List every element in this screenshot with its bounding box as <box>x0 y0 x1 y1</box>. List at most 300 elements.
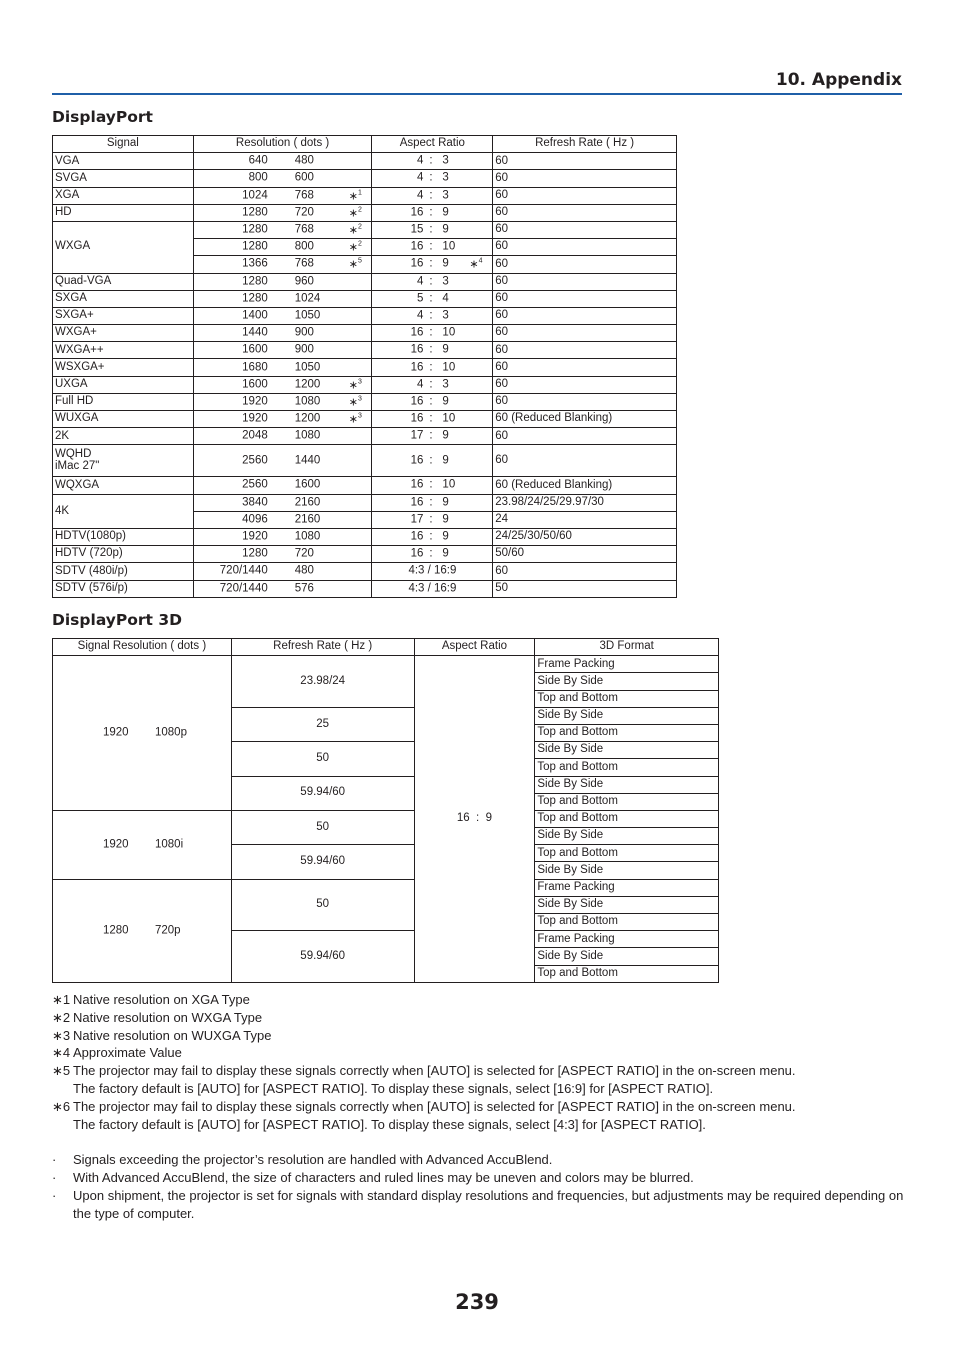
aspect-w: 4 <box>417 377 424 390</box>
col-header-aspect-ratio: Aspect Ratio <box>414 639 535 656</box>
format-cell: Top and Bottom <box>535 914 719 931</box>
resolution-h: 720/1440 <box>219 581 268 594</box>
refresh-cell: 60 <box>493 290 677 307</box>
resolution-h: 1600 <box>242 343 268 356</box>
resolution-h: 1024 <box>242 188 268 201</box>
aspect-w: 16 <box>410 412 424 425</box>
resolution-h: 2560 <box>242 478 268 491</box>
aspect-colon: : <box>429 292 433 305</box>
aspect-colon: : <box>429 240 433 253</box>
aspect-w: 16 <box>410 454 424 467</box>
aspect-w: 16 <box>410 343 424 356</box>
section-heading-displayport: DisplayPort <box>52 108 153 126</box>
aspect-colon: : <box>429 454 433 467</box>
aspect-colon: : <box>429 257 433 270</box>
aspect-colon: : <box>429 274 433 287</box>
aspect-cell <box>372 546 493 563</box>
signal-cell: WXGA++ <box>53 342 194 359</box>
aspect-cell <box>372 428 493 445</box>
bullet-item <box>52 1169 912 1187</box>
resolution-cell <box>193 221 372 238</box>
resolution-cell <box>193 376 372 393</box>
refresh-rate-cell: 50 <box>231 742 414 776</box>
aspect-w: 16 <box>410 326 424 339</box>
signal-line: WQHD <box>55 448 92 461</box>
refresh-rate-cell: 59.94/60 <box>231 776 414 810</box>
refresh-rate-cell: 50 <box>231 879 414 931</box>
bullet-text: Upon shipment, the projector is set for signals with standard display resolutions and frequencies, but adjustments may be required depending on the type of computer. <box>73 1187 904 1221</box>
resolution-cell <box>193 187 372 204</box>
format-cell: Frame Packing <box>535 656 719 673</box>
footnote-text <box>73 1062 912 1098</box>
aspect-h: 10 <box>442 360 456 373</box>
table-row <box>53 359 677 376</box>
aspect-h: 9 <box>442 429 449 442</box>
aspect-h: 3 <box>442 309 449 322</box>
displayport-3d-table <box>52 638 719 983</box>
footnote-mark: ∗3 <box>52 1027 71 1043</box>
resolution-v: 1080 <box>294 530 321 543</box>
resolution-cell <box>193 256 372 273</box>
note-ref: ∗$^1$ <box>348 189 362 202</box>
aspect-colon: : <box>429 495 433 508</box>
bullet-text: Signals exceeding the projector’s resolution are handled with Advanced AccuBlend. <box>73 1152 553 1168</box>
aspect-h: 9 <box>485 812 493 825</box>
aspect-colon: : <box>429 530 433 543</box>
resolution-cell <box>193 494 372 511</box>
refresh-cell: 60 <box>493 393 677 410</box>
footnote-text: Native resolution on WXGA Type <box>73 1009 263 1025</box>
refresh-cell: 60 <box>493 170 677 187</box>
signal-cell: VGA <box>53 153 194 170</box>
refresh-cell: 60 <box>493 428 677 445</box>
aspect-colon: : <box>429 377 433 390</box>
resolution-v: 720 <box>294 206 314 219</box>
resolution-cell <box>193 393 372 410</box>
signal-cell: SXGA+ <box>53 307 194 324</box>
aspect-h: 3 <box>442 274 449 287</box>
bullet-mark: · <box>52 1187 57 1203</box>
note-ref: ∗$^2$ <box>348 240 362 254</box>
resolution-cell <box>193 411 372 428</box>
format-cell: Top and Bottom <box>535 793 719 810</box>
resolution-h: 1920 <box>103 726 129 739</box>
aspect-colon: : <box>429 326 433 339</box>
aspect-cell <box>372 153 493 170</box>
table-row <box>53 393 677 410</box>
table-row <box>53 290 677 307</box>
aspect-cell <box>372 325 493 342</box>
aspect-w: 16 <box>410 206 424 219</box>
signal-cell: HD <box>53 204 194 221</box>
resolution-cell <box>193 477 372 494</box>
col-header-signal-resolution: Signal Resolution ( dots ) <box>53 639 232 656</box>
aspect-h: 9 <box>442 547 449 560</box>
refresh-cell: 60 <box>493 239 677 256</box>
signal-cell: Full HD <box>53 393 194 410</box>
section-heading-displayport-3d: DisplayPort 3D <box>52 611 183 629</box>
format-cell: Top and Bottom <box>535 845 719 862</box>
resolution-v: 900 <box>294 343 314 356</box>
format-cell: Side By Side <box>535 862 719 879</box>
aspect-w: 4 <box>417 188 424 201</box>
resolution-h: 1280 <box>242 206 268 219</box>
resolution-h: 1280 <box>103 923 129 936</box>
table-row <box>53 153 677 170</box>
resolution-cell <box>193 359 372 376</box>
col-header-resolution: Resolution ( dots ) <box>193 136 372 153</box>
aspect-h: 9 <box>442 343 449 356</box>
format-cell: Top and Bottom <box>535 759 719 776</box>
note-ref: ∗$^3$ <box>348 412 362 426</box>
displayport-signal-table <box>52 135 677 598</box>
aspect-h: 10 <box>442 326 456 339</box>
resolution-h: 1280 <box>242 274 268 287</box>
format-cell: Frame Packing <box>535 879 719 896</box>
resolution-h: 3840 <box>242 495 268 508</box>
refresh-cell: 60 <box>493 153 677 170</box>
resolution-v: 768 <box>294 257 314 270</box>
signal-cell: 4K <box>53 494 194 528</box>
table-header-row <box>53 639 719 656</box>
table-row <box>53 656 719 673</box>
table-row <box>53 445 677 477</box>
resolution-h: 800 <box>248 171 268 184</box>
format-cell: Side By Side <box>535 673 719 690</box>
aspect-h: 9 <box>442 223 449 236</box>
refresh-cell: 60 <box>493 204 677 221</box>
refresh-cell: 24/25/30/50/60 <box>493 528 677 545</box>
resolution-v: 480 <box>294 154 314 167</box>
resolution-h: 1280 <box>242 292 268 305</box>
resolution-v: 1024 <box>294 292 321 305</box>
aspect-cell <box>372 511 493 528</box>
note-ref: ∗$^4$ <box>469 258 483 271</box>
note-ref: ∗$^2$ <box>348 223 362 237</box>
aspect-cell <box>372 563 493 580</box>
resolution-cell <box>193 153 372 170</box>
resolution-h: 640 <box>248 154 268 167</box>
refresh-cell: 60 <box>493 445 677 477</box>
signal-cell: WQXGA <box>53 477 194 494</box>
aspect-cell <box>372 342 493 359</box>
resolution-v: 800 <box>294 240 314 253</box>
format-cell: Side By Side <box>535 828 719 845</box>
resolution-cell <box>193 546 372 563</box>
resolution-h: 1400 <box>242 309 268 322</box>
aspect-cell <box>372 170 493 187</box>
aspect-w: 17 <box>410 513 424 526</box>
table-row <box>53 187 677 204</box>
note-ref: ∗$^2$ <box>348 206 362 220</box>
footnote-text: Approximate Value <box>73 1045 182 1061</box>
table-row <box>53 325 677 342</box>
table-row <box>53 411 677 428</box>
table-row <box>53 342 677 359</box>
aspect-cell <box>372 239 493 256</box>
aspect-colon: : <box>429 429 433 442</box>
refresh-cell: 23.98/24/25/29.97/30 <box>493 494 677 511</box>
signal-cell: Quad-VGA <box>53 273 194 290</box>
aspect-w: 16 <box>410 257 424 270</box>
signal-cell: WXGA+ <box>53 325 194 342</box>
format-cell: Top and Bottom <box>535 690 719 707</box>
refresh-rate-cell: 50 <box>231 810 414 844</box>
aspect-h: 9 <box>442 206 449 219</box>
format-cell: Side By Side <box>535 948 719 965</box>
resolution-cell <box>193 445 372 477</box>
resolution-v: 768 <box>294 223 314 236</box>
aspect-cell <box>372 273 493 290</box>
resolution-v: 1200 <box>294 412 321 425</box>
refresh-cell: 60 <box>493 256 677 273</box>
signal-cell: SXGA <box>53 290 194 307</box>
footnote <box>52 1044 912 1062</box>
page-number: 239 <box>455 1290 499 1314</box>
resolution-v: 720 <box>294 547 314 560</box>
aspect-h: 4 <box>442 292 449 305</box>
aspect-text: 4:3 / 16:9 <box>408 581 457 594</box>
aspect-w: 16 <box>410 395 424 408</box>
format-cell: Side By Side <box>535 707 719 724</box>
footnote-mark: ∗1 <box>52 992 71 1007</box>
resolution-mode: 720p <box>155 923 181 936</box>
table-row <box>53 810 719 827</box>
resolution-h: 1280 <box>242 240 268 253</box>
resolution-h: 1920 <box>242 395 268 408</box>
aspect-cell <box>372 445 493 477</box>
resolution-cell <box>193 580 372 597</box>
resolution-cell <box>193 290 372 307</box>
aspect-w: 4 <box>417 309 424 322</box>
signal-cell <box>53 445 194 477</box>
signal-cell: WUXGA <box>53 411 194 428</box>
aspect-h: 10 <box>442 412 456 425</box>
aspect-colon: : <box>429 188 433 201</box>
refresh-cell: 24 <box>493 511 677 528</box>
aspect-w: 4 <box>417 154 424 167</box>
resolution-cell <box>193 325 372 342</box>
resolution-cell <box>193 273 372 290</box>
aspect-w: 17 <box>410 429 424 442</box>
resolution-cell <box>193 204 372 221</box>
aspect-cell <box>372 393 493 410</box>
aspect-h: 9 <box>442 513 449 526</box>
resolution-h: 1920 <box>242 412 268 425</box>
note-ref: ∗$^5$ <box>348 258 362 271</box>
footnote-line: The projector may fail to display these signals correctly when [AUTO] is selected for [ASPECT RATIO] in the on-screen menu. <box>73 1098 796 1114</box>
resolution-v: 900 <box>294 326 314 339</box>
signal-cell: SVGA <box>53 170 194 187</box>
resolution-mode: 1080i <box>155 838 184 850</box>
refresh-rate-cell: 25 <box>231 707 414 741</box>
aspect-cell <box>372 359 493 376</box>
resolution-v: 768 <box>294 188 314 201</box>
format-cell: Side By Side <box>535 742 719 759</box>
refresh-cell: 60 <box>493 563 677 580</box>
aspect-colon: : <box>429 206 433 219</box>
aspect-colon: : <box>429 309 433 322</box>
bullet-mark: · <box>52 1170 57 1186</box>
bullet-mark: · <box>52 1152 57 1168</box>
note-ref: ∗$^3$ <box>348 378 362 392</box>
aspect-cell <box>372 477 493 494</box>
resolution-v: 2160 <box>294 513 321 526</box>
aspect-h: 9 <box>442 495 449 508</box>
table-row <box>53 221 677 238</box>
col-header-signal: Signal <box>53 136 194 153</box>
signal-cell: SDTV (480i/p) <box>53 563 194 580</box>
resolution-v: 1440 <box>294 454 321 467</box>
aspect-h: 9 <box>442 454 449 467</box>
aspect-w: 16 <box>410 240 424 253</box>
format-cell: Side By Side <box>535 776 719 793</box>
footnote <box>52 1027 912 1045</box>
resolution-v: 600 <box>294 171 314 184</box>
footnote-text <box>73 1098 912 1134</box>
aspect-w: 4 <box>417 171 424 184</box>
col-header-aspect: Aspect Ratio <box>372 136 493 153</box>
aspect-h: 10 <box>442 478 456 491</box>
aspect-w: 16 <box>410 495 424 508</box>
aspect-colon: : <box>429 547 433 560</box>
resolution-cell <box>193 239 372 256</box>
table-row <box>53 528 677 545</box>
aspect-colon: : <box>429 513 433 526</box>
resolution-cell <box>193 511 372 528</box>
footnote-mark: ∗5 <box>52 1063 71 1079</box>
format-cell: Top and Bottom <box>535 724 719 741</box>
aspect-h: 9 <box>442 257 449 270</box>
refresh-cell: 60 (Reduced Blanking) <box>493 477 677 494</box>
resolution-h: 1600 <box>242 377 268 390</box>
aspect-cell <box>372 411 493 428</box>
aspect-h: 9 <box>442 395 449 408</box>
resolution-mode: 1080p <box>155 726 187 739</box>
aspect-w: 16 <box>456 812 470 825</box>
signal-resolution-cell <box>53 879 232 982</box>
resolution-cell <box>193 528 372 545</box>
signal-cell: WXGA <box>53 221 194 273</box>
note-ref: ∗$^3$ <box>348 395 362 409</box>
resolution-cell <box>193 563 372 580</box>
footnotes <box>52 991 912 1223</box>
col-header-3d-format: 3D Format <box>535 639 719 656</box>
refresh-cell: 60 (Reduced Blanking) <box>493 411 677 428</box>
refresh-rate-cell: 59.94/60 <box>231 845 414 879</box>
footnote <box>52 1062 912 1098</box>
signal-cell: 2K <box>53 428 194 445</box>
refresh-cell: 50/60 <box>493 546 677 563</box>
refresh-cell: 60 <box>493 359 677 376</box>
aspect-cell <box>372 204 493 221</box>
aspect-text: 4:3 / 16:9 <box>408 564 457 577</box>
aspect-colon: : <box>429 154 433 167</box>
footnote-line: The projector may fail to display these signals correctly when [AUTO] is selected for [ASPECT RATIO] in the on-screen menu. <box>73 1063 796 1079</box>
aspect-cell <box>372 528 493 545</box>
table-row <box>53 546 677 563</box>
aspect-cell <box>372 290 493 307</box>
aspect-colon: : <box>429 478 433 491</box>
table-row <box>53 273 677 290</box>
resolution-cell <box>193 428 372 445</box>
resolution-h: 1366 <box>242 257 268 270</box>
table-header-row <box>53 136 677 153</box>
resolution-h: 720/1440 <box>219 564 268 577</box>
header-rule <box>52 93 902 95</box>
aspect-h: 3 <box>442 154 449 167</box>
refresh-rate-cell: 59.94/60 <box>231 931 414 983</box>
aspect-h: 3 <box>442 377 449 390</box>
resolution-v: 960 <box>294 274 314 287</box>
aspect-colon: : <box>429 412 433 425</box>
aspect-colon: : <box>429 223 433 236</box>
aspect-h: 10 <box>442 240 456 253</box>
table-row <box>53 494 677 511</box>
aspect-cell <box>372 580 493 597</box>
resolution-h: 1280 <box>242 223 268 236</box>
col-header-refresh: Refresh Rate ( Hz ) <box>493 136 677 153</box>
resolution-cell <box>193 170 372 187</box>
aspect-ratio-cell <box>414 656 535 983</box>
footnote <box>52 991 912 1009</box>
signal-cell: SDTV (576i/p) <box>53 580 194 597</box>
aspect-colon: : <box>429 360 433 373</box>
resolution-h: 1280 <box>242 547 268 560</box>
table-row <box>53 307 677 324</box>
aspect-w: 16 <box>410 360 424 373</box>
footnote-text: Native resolution on XGA Type <box>73 992 250 1007</box>
footnote-line: The factory default is [AUTO] for [ASPECT RATIO]. To display these signals, select [4:3] for [ASPECT RATIO]. <box>73 1116 706 1132</box>
aspect-h: 3 <box>442 188 449 201</box>
resolution-h: 1920 <box>103 838 129 850</box>
footnote-mark: ∗4 <box>52 1045 71 1061</box>
resolution-v: 1600 <box>294 478 321 491</box>
footnote-line: The factory default is [AUTO] for [ASPECT RATIO]. To display these signals, select [16:9] for [ASPECT RATIO]. <box>73 1080 714 1096</box>
aspect-cell <box>372 221 493 238</box>
resolution-v: 1080 <box>294 429 321 442</box>
table-row <box>53 580 677 597</box>
aspect-colon: : <box>429 395 433 408</box>
bullet-item <box>52 1187 912 1223</box>
aspect-h: 9 <box>442 530 449 543</box>
footnote-text: Native resolution on WUXGA Type <box>73 1027 272 1043</box>
aspect-w: 5 <box>417 292 424 305</box>
resolution-v: 1050 <box>294 309 321 322</box>
format-cell: Side By Side <box>535 896 719 913</box>
signal-cell: WSXGA+ <box>53 359 194 376</box>
table-row <box>53 879 719 896</box>
resolution-h: 1440 <box>242 326 268 339</box>
signal-cell: XGA <box>53 187 194 204</box>
format-cell: Top and Bottom <box>535 810 719 827</box>
refresh-cell: 60 <box>493 376 677 393</box>
aspect-w: 16 <box>410 530 424 543</box>
refresh-cell: 60 <box>493 187 677 204</box>
footnote-mark: ∗6 <box>52 1098 71 1114</box>
chapter-title: 10. Appendix <box>775 70 902 90</box>
bullet-item <box>52 1151 912 1169</box>
aspect-colon: : <box>429 171 433 184</box>
signal-cell: HDTV (720p) <box>53 546 194 563</box>
footnote <box>52 1009 912 1027</box>
aspect-colon: : <box>476 812 480 825</box>
col-header-refresh-rate: Refresh Rate ( Hz ) <box>231 639 414 656</box>
table-row <box>53 170 677 187</box>
signal-resolution-cell <box>53 810 232 879</box>
aspect-w: 4 <box>417 274 424 287</box>
signal-cell: UXGA <box>53 376 194 393</box>
